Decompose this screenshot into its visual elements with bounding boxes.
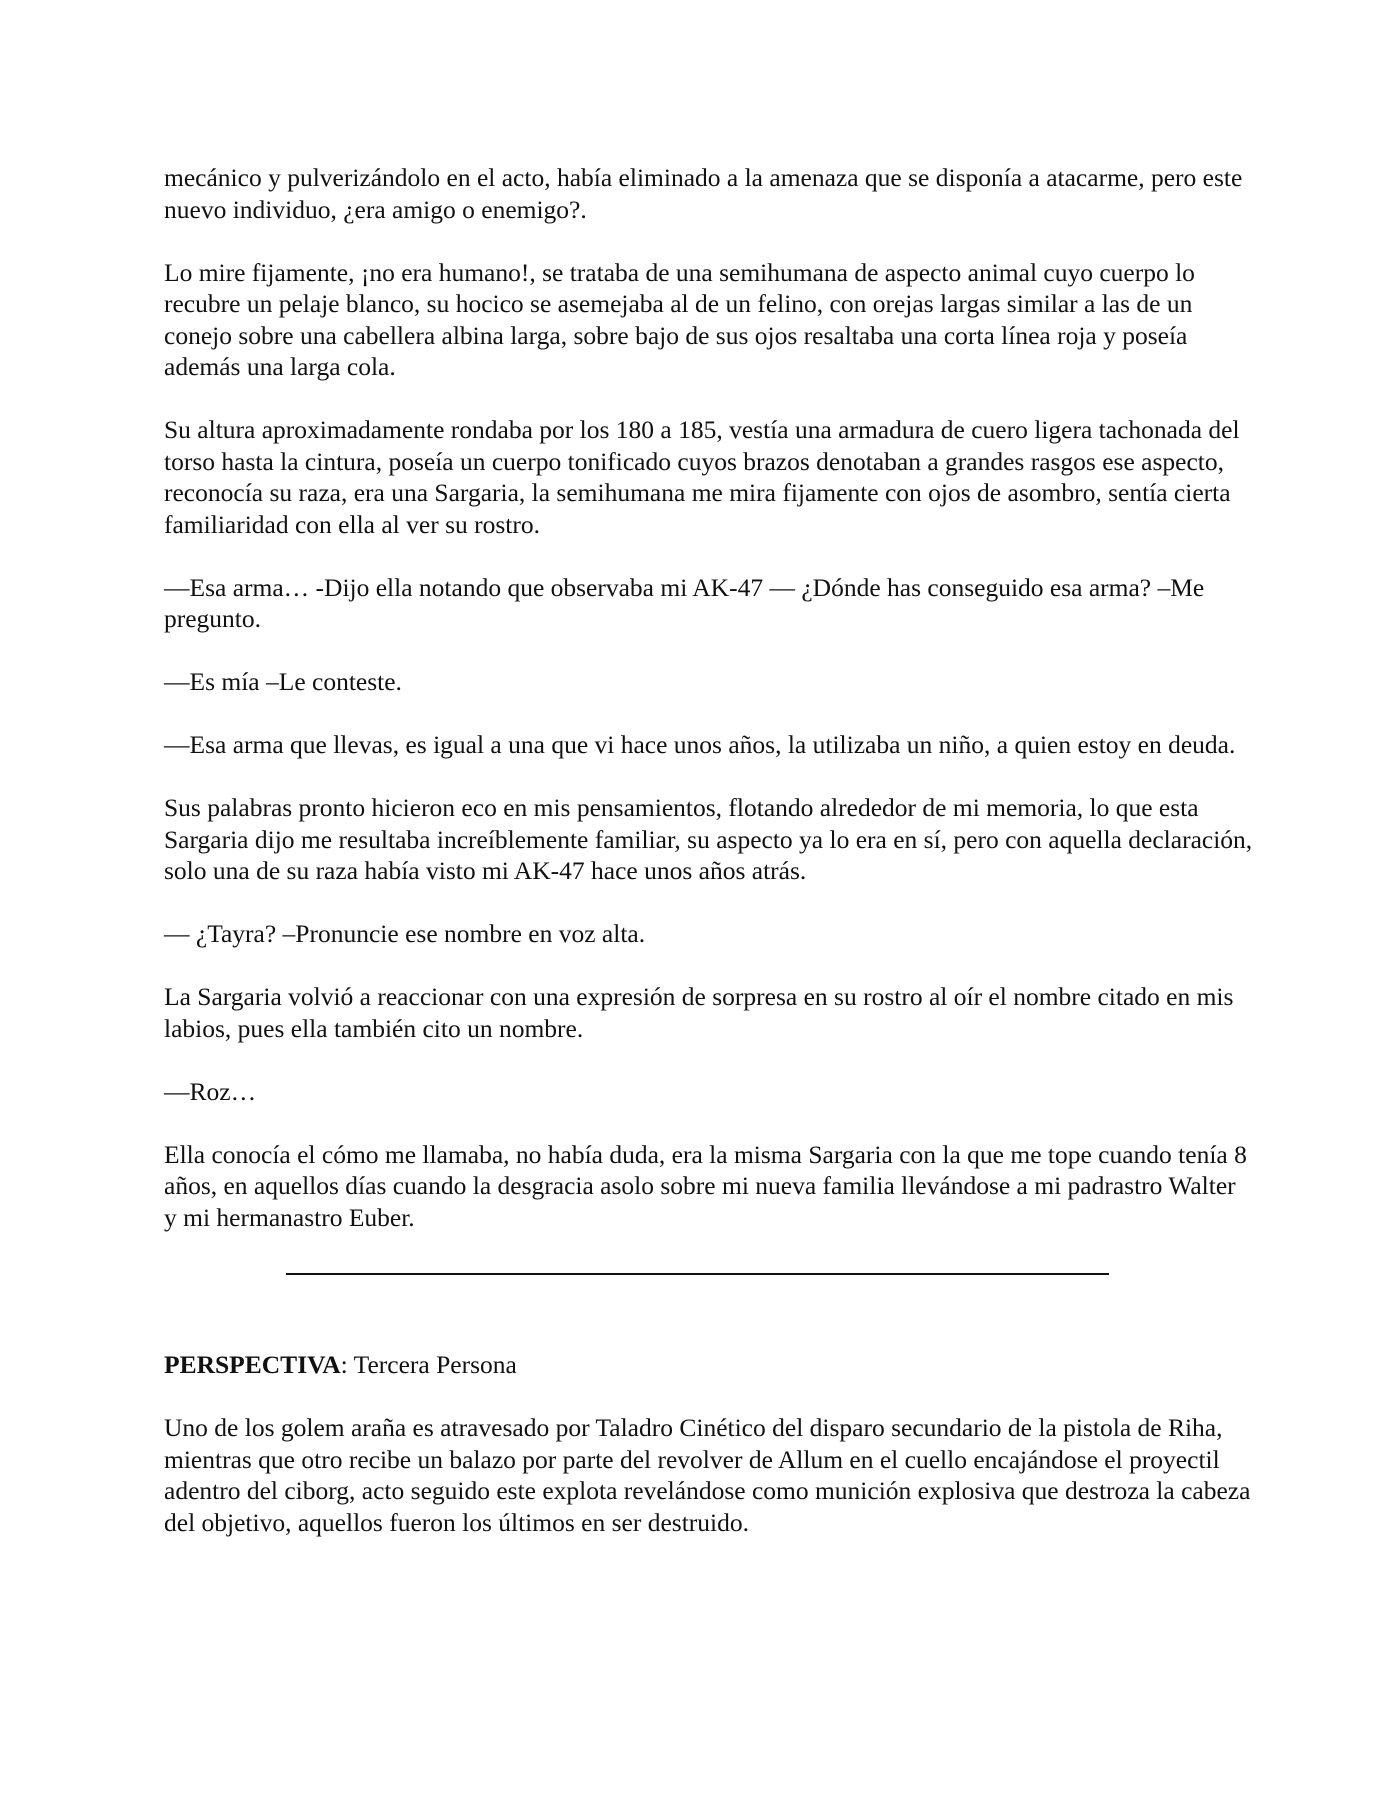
document-body xyxy=(164,162,1254,1570)
paragraph-8: — ¿Tayra? –Pronuncie ese nombre en voz alta. xyxy=(164,919,646,948)
paragraph-9: La Sargaria volvió a reaccionar con una expresión de sorpresa en su rostro al oír el nombre citado en mis labios, pues ella también cito un nombre. xyxy=(164,982,1234,1043)
paragraph-1: mecánico y pulverizándolo en el acto, había eliminado a la amenaza que se disponía a atacarme, pero este nuevo individuo, ¿era amigo o enemigo?. xyxy=(164,163,1243,224)
perspective-line xyxy=(164,1349,1254,1381)
paragraph-5: —Es mía –Le conteste. xyxy=(164,667,402,696)
section-divider xyxy=(286,1273,1109,1275)
paragraph-11: Ella conocía el cómo me llamaba, no había duda, era la misma Sargaria con la que me tope cuando tenía 8 años, en aquellos días cuando la desgracia asolo sobre mi nueva familia llevándose a mi padrastro Walter y mi hermanastro Euber. xyxy=(164,1139,1247,1232)
perspective-label: PERSPECTIVA xyxy=(164,1350,341,1379)
paragraph-3: Su altura aproximadamente rondaba por los 180 a 185, vestía una armadura de cuero ligera tachonada del torso hasta la cintura, poseía un cuerpo tonificado cuyos brazos denotaban a grandes rasgos ese aspecto, reconocía su raza, era una Sargaria, la semihumana me mira fijamente con ojos de asombro, sentía cierta familiaridad con ella al ver su rostro. xyxy=(164,415,1240,539)
perspective-value: : Tercera Persona xyxy=(340,1350,517,1379)
paragraph-10: —Roz… xyxy=(164,1076,257,1106)
final-paragraph: Uno de los golem araña es atravesado por Taladro Cinético del disparo secundario de la pistola de Riha, mientras que otro recibe un balazo por parte del revolver de Allum en el cuello encajándose el proyectil adentro del ciborg, acto seguido este explota revelándose como munición explosiva que destroza la cabeza del objetivo, aquellos fueron los últimos en ser destruido. xyxy=(164,1413,1251,1537)
paragraph-7: Sus palabras pronto hicieron eco en mis pensamientos, flotando alrededor de mi memoria, lo que esta Sargaria dijo me resultaba increíblemente familiar, su aspecto ya lo era en sí, pero con aquella declaración, solo una de su raza había visto mi AK-47 hace unos años atrás. xyxy=(164,793,1253,885)
paragraph-4: —Esa arma… -Dijo ella notando que observaba mi AK-47 — ¿Dónde has conseguido esa arma? –Me pregunto. xyxy=(164,572,1205,633)
paragraph-2: Lo mire fijamente, ¡no era humano!, se trataba de una semihumana de aspecto animal cuyo cuerpo lo recubre un pelaje blanco, su hocico se asemejaba al de un felino, con orejas largas similar a las de un conejo sobre una cabellera albina larga, sobre bajo de sus ojos resaltaba una corta línea roja y poseía además una larga cola. xyxy=(164,257,1195,381)
paragraph-6: —Esa arma que llevas, es igual a una que vi hace unos años, la utilizaba un niño, a quien estoy en deuda. xyxy=(164,730,1236,759)
